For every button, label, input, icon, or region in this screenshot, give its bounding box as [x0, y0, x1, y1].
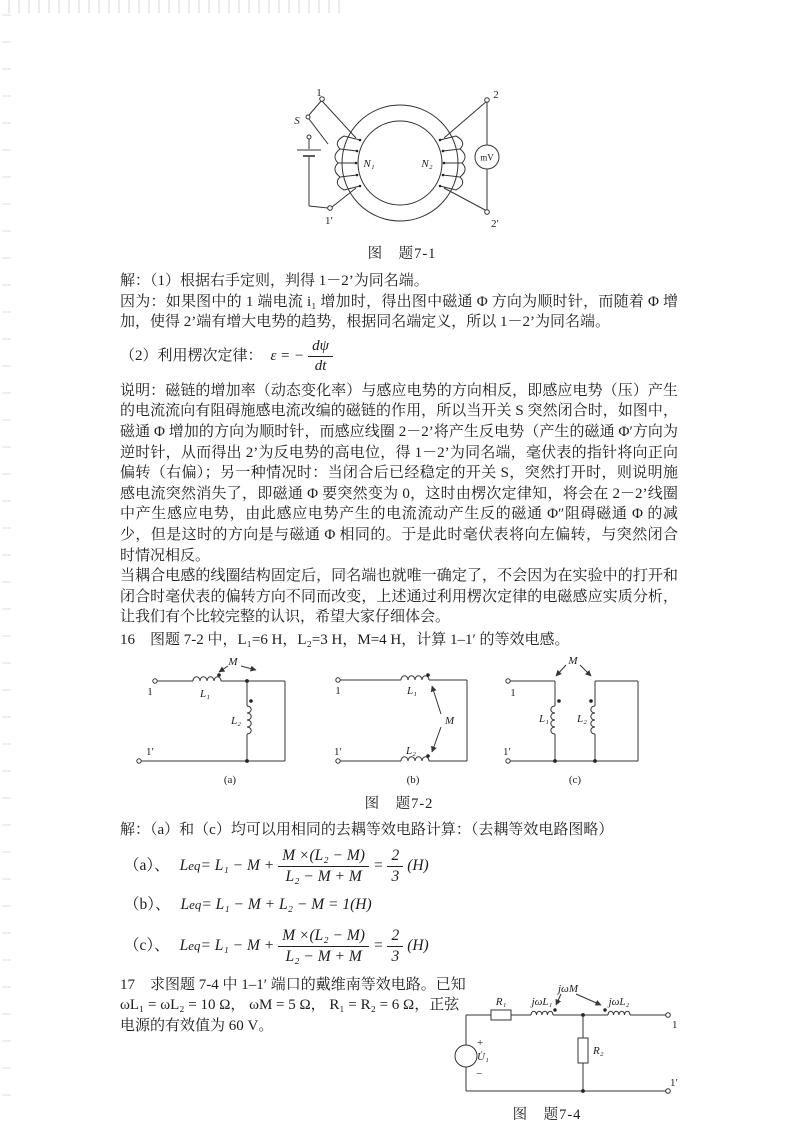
label-M: M — [568, 654, 578, 667]
eq-a-equals: = — [372, 857, 384, 875]
inductor-L2 — [401, 756, 429, 760]
m-arrow-right — [580, 665, 591, 676]
label-L1: L₁ — [407, 684, 417, 697]
eq-a-result-den: 3 — [391, 868, 400, 886]
label-source-minus: − — [476, 1067, 483, 1080]
m-arrow-up — [432, 686, 441, 714]
switch-contact-top — [306, 115, 310, 119]
scan-tick-marks-top — [8, 0, 343, 13]
label-terminal-1: 1 — [335, 684, 341, 697]
eq-a-lhs-sub: eq — [188, 858, 201, 874]
solution-text-column — [120, 271, 678, 1123]
resistor-R1 — [491, 1010, 511, 1020]
inductor-L1 — [551, 706, 555, 734]
eq-c-numerator: M ×(L₂ − M) — [278, 927, 369, 947]
label-switch: S — [294, 115, 300, 127]
label-jwM: jωM — [558, 982, 578, 995]
dot-mark-L2 — [589, 699, 593, 703]
lenz-law-formula — [120, 336, 678, 378]
lead-n2-to-2p — [444, 188, 487, 211]
eq-a-denominator: L₂ − M + M — [285, 868, 362, 886]
m-arrow-left — [219, 666, 228, 672]
label-L2: L₂ — [406, 744, 416, 757]
inductor-L1 — [193, 676, 221, 680]
lenz-denominator: dt — [314, 358, 327, 375]
terminal-1-prime — [137, 758, 141, 762]
eq-a-result-fraction — [387, 847, 403, 886]
solution15-step1: 解：（1）根据右手定则，判得 1－2’为同名端。 — [120, 273, 429, 289]
inductor-L1 — [401, 675, 429, 679]
winding-n2 — [439, 136, 465, 190]
solution16-intro: 解：（a）和（c）均可以用相同的去耦等效电路计算：（去耦等效电路图略） — [120, 822, 614, 839]
terminal-1 — [666, 1012, 671, 1017]
label-L2: L₂ — [577, 712, 587, 725]
equation-c-tag: （c）、 — [124, 937, 170, 955]
m-arrow-right — [576, 994, 601, 1005]
sublabel-a: (a) — [223, 773, 237, 786]
lenz-fraction — [308, 338, 333, 376]
inductor-L2 — [247, 706, 251, 734]
circuit-7-2c — [503, 653, 668, 788]
lead-1-to-n1 — [322, 101, 356, 138]
eq-b-lhs-sub: eq — [189, 897, 202, 913]
millivoltmeter-label: mV — [480, 152, 494, 163]
eq-b-rest: = L₁ − M + L₂ − M = 1(H) — [201, 896, 372, 914]
inductor-L2 — [591, 706, 595, 734]
eq-c-mid: = L₁ − M + — [200, 937, 275, 955]
lead-1-to-switch — [309, 100, 322, 115]
resistor-R2 — [578, 1038, 588, 1063]
m-arrow-left — [556, 665, 566, 676]
eq-a-unit: (H) — [407, 857, 429, 875]
figure-7-4-caption: 图 题7-4 — [512, 1106, 582, 1123]
label-n1: N₁ — [363, 158, 375, 170]
m-arrow-right — [241, 666, 256, 670]
switch-blade — [309, 119, 328, 144]
label-terminal-1p: 1′ — [503, 745, 511, 758]
circuit-7-2a — [135, 653, 290, 788]
label-M: M — [228, 655, 238, 668]
label-R2: R₂ — [593, 1044, 604, 1057]
dot-mark-L1 — [557, 699, 561, 703]
terminal-2 — [485, 98, 490, 103]
terminal-1-prime — [336, 758, 340, 762]
eq-c-lhs-sub: eq — [188, 938, 201, 954]
dot-mark-L1 — [217, 673, 221, 677]
toroid-outer — [342, 105, 458, 221]
label-M: M — [445, 714, 455, 727]
m-arrow-left — [556, 994, 561, 1005]
lenz-numerator: dψ — [308, 338, 333, 357]
label-R1: R₁ — [495, 995, 507, 1008]
toroid-circuit-diagram — [281, 88, 523, 240]
label-jwL1: jωL₁ — [531, 995, 553, 1008]
figure-7-4 — [450, 953, 700, 1123]
solution15-reason: 因为：如果图中的 1 端电流 i₁ 增加时，得出图中磁通 Φ 方向为顺时针，而随着 Φ 增加，使得 2’端有增大电势的趋势，根据同名端定义，所以 1－2’为同名端。 — [120, 293, 678, 331]
label-terminal-1: 1 — [672, 1018, 678, 1031]
label-terminal-1: 1 — [510, 686, 516, 699]
dot-mark-L2 — [426, 754, 430, 758]
problem-16-statement: 16 图题 7-2 中，L₁=6 H，L₂=3 H，M=4 H，计算 1–1′ 的等效电感。 — [120, 631, 570, 648]
sublabel-b: (b) — [406, 773, 420, 786]
label-terminal-1: 1 — [316, 88, 322, 99]
label-jwL2: jωL₂ — [608, 995, 630, 1008]
eq-a-result-num: 2 — [387, 847, 403, 867]
figure-7-1 — [281, 88, 523, 263]
label-source-plus: + — [477, 1036, 484, 1049]
problem-17-section — [120, 975, 678, 1123]
eq-a-lhs: L — [179, 857, 189, 875]
label-terminal-2p: 2′ — [491, 218, 499, 230]
thevenin-circuit-diagram — [450, 953, 700, 1105]
terminal-1 — [506, 678, 510, 682]
eq-c-result-den: 3 — [391, 948, 400, 966]
inductor-jwL1 — [531, 1011, 553, 1015]
terminal-1-prime — [666, 1088, 671, 1093]
problem-17-statement — [120, 975, 494, 1037]
solution15-conclusion: 当耦合电感的线圈结构固定后，同名端也就唯一确定了，不会因为在实验中的打开和闭合时毫伏表的偏转方向不同而改变，上述通过利用楞次定律的电磁感应实质分析，让我们有个比较完整的认识，希望大家仔细体会。 — [120, 568, 678, 626]
lead-n1-to-1p — [332, 188, 356, 207]
equation-a — [120, 845, 678, 889]
problem-17-line3: 电源的有效值为 60 V。 — [120, 1017, 274, 1034]
eq-c-fraction — [278, 927, 369, 966]
node-L2-bottom — [593, 759, 597, 763]
terminal-1 — [153, 678, 157, 682]
dot-mark-L1 — [553, 1008, 556, 1011]
figure-7-1-caption: 图 题7-1 — [367, 246, 437, 262]
lenz-label: （2）利用楞次定律： — [120, 348, 263, 365]
eq-b-lhs: L — [180, 896, 190, 914]
label-L1: L₁ — [539, 712, 549, 725]
problem-17-line2: ωL₁ = ωL₂ = 10 Ω， ωM = 5 Ω， R₁ = R₂ = 6 Ω，正弦 — [120, 997, 460, 1014]
scan-tick-marks-left — [2, 14, 11, 1114]
circuit-7-2b — [333, 653, 473, 788]
lead-n2-to-2 — [444, 101, 487, 138]
equation-a-tag: （a）、 — [124, 857, 170, 875]
problem-17-line1: 17 求图题 7-4 中 1–1′ 端口的戴维南等效电路。已知 — [120, 976, 466, 993]
label-L1: L₁ — [200, 687, 210, 700]
terminal-1-prime — [506, 758, 510, 762]
battery-icon — [297, 139, 321, 206]
terminal-1 — [336, 677, 340, 681]
label-terminal-1p: 1′ — [334, 745, 342, 758]
label-terminal-1p: 1′ — [670, 1076, 678, 1089]
lenz-lhs: ε = − — [270, 348, 305, 365]
label-L2: L₂ — [231, 714, 241, 727]
label-terminal-1p: 1′ — [325, 215, 333, 227]
node-bottom — [581, 1089, 585, 1093]
eq-c-result-fraction — [387, 927, 403, 966]
inductor-jwL2 — [608, 1011, 630, 1015]
terminal-1-prime — [328, 206, 333, 211]
node-bottom — [245, 759, 249, 763]
label-terminal-2: 2 — [493, 89, 499, 101]
voltage-source-icon — [455, 1045, 477, 1067]
eq-c-equals: = — [372, 937, 384, 955]
label-n2: N₂ — [421, 158, 433, 170]
eq-c-result-num: 2 — [387, 927, 403, 947]
equation-b-tag: （b）、 — [124, 896, 171, 914]
dot-mark-L2 — [603, 1008, 606, 1011]
equation-b — [120, 893, 678, 919]
eq-a-numerator: M ×(L₂ − M) — [278, 847, 369, 867]
dot-mark-L2 — [249, 699, 253, 703]
solution15-explanation: 说明：磁链的增加率（动态变化率）与感应电势的方向相反，即感应电势（压）产生的电流流向有阻碍施感电流改编的磁链的作用，所以当开关 S 突然闭合时，如图中，磁通 Φ 增加的方向为顺时针，而感应线圈 2－2’将产生反电势（产生的磁通 Φ′方向为逆时针，从而得出 2’为反电势的高电位，得 1－2’为同名端，毫伏表的指针将向正向偏转（右偏）；另一种情况时：当闭合后已经稳定的开关 S，突然打开时，则说明施感电流突然消失了，即磁通 Φ 要突然变为 0，这时由楞次定律知，将会在 2－2’线圈中产生感应电势，由此感应电势产生的电流流动产生反的磁通 Φ″阻碍磁通 Φ 的减少，但是这时的方向是与磁通 Φ 相同的。于是此时毫伏表将向左偏转，与突然闭合时情况相反。 — [120, 382, 678, 564]
figure-7-2-caption: 图 题7-2 — [364, 795, 434, 812]
lead-bottom-left — [309, 206, 328, 208]
eq-c-denominator: L₂ − M + M — [285, 948, 362, 966]
figure-7-2 — [120, 653, 678, 788]
dot-mark-L1 — [426, 673, 430, 677]
terminal-2-prime — [485, 210, 490, 215]
eq-a-fraction — [278, 847, 369, 886]
label-source-U1: U̇₁ — [477, 1050, 489, 1063]
eq-a-mid: = L₁ − M + — [200, 857, 275, 875]
label-terminal-1: 1 — [147, 685, 153, 698]
eq-c-unit: (H) — [407, 937, 429, 955]
sublabel-c: (c) — [568, 773, 582, 786]
switch-contact-bottom — [307, 135, 311, 139]
winding-n1 — [335, 136, 361, 190]
label-terminal-1p: 1′ — [146, 745, 154, 758]
eq-c-lhs: L — [179, 937, 189, 955]
m-arrow-down — [432, 727, 441, 752]
node-L1-bottom — [553, 759, 557, 763]
